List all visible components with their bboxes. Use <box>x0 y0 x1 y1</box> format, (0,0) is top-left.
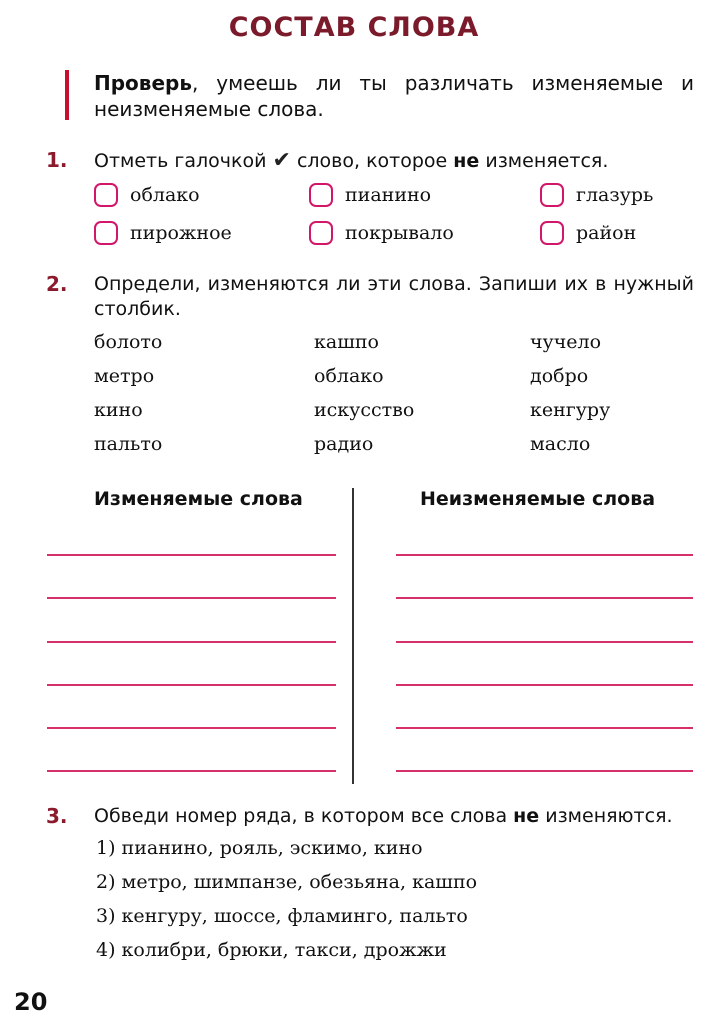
writing-line-right[interactable] <box>396 684 693 686</box>
task2-text: Определи, изменяются ли эти слова. Запиши их в нужный столбик. <box>94 273 694 320</box>
page-title: СОСТАВ СЛОВА <box>228 12 480 43</box>
option-pirozhnoe[interactable] <box>94 221 232 245</box>
writing-line-right[interactable] <box>396 641 693 643</box>
answer-row-3[interactable]: 3) кенгуру, шоссе, фламинго, пальто <box>96 905 468 927</box>
checkbox-icon[interactable] <box>309 221 333 245</box>
word-item: кенгуру <box>530 399 611 421</box>
task3-text-before: Обведи номер ряда, в котором все слова <box>94 805 508 827</box>
task3-bold: не <box>513 805 540 827</box>
task3-text <box>94 804 694 829</box>
word-item: облако <box>314 365 384 387</box>
option-label: пирожное <box>130 222 232 244</box>
word-item: радио <box>314 433 374 455</box>
writing-line-right[interactable] <box>396 770 693 772</box>
writing-line-left[interactable] <box>47 641 336 643</box>
option-pokryvalo[interactable] <box>309 221 454 245</box>
task3-text-after: изменяются. <box>545 805 673 827</box>
task3-number: 3. <box>46 804 68 828</box>
answer-row-1[interactable]: 1) пианино, рояль, эскимо, кино <box>96 837 423 859</box>
intro-accent-bar <box>65 70 69 120</box>
task1-text-before: Отметь галочкой <box>94 150 267 172</box>
option-rayon[interactable] <box>540 221 636 245</box>
answer-row-2[interactable]: 2) метро, шимпанзе, обезьяна, кашпо <box>96 871 478 893</box>
column-heading-changeable: Изменяемые слова <box>94 488 303 510</box>
word-item: чучело <box>530 331 602 353</box>
intro-rest: , умеешь ли ты различать изменяемые и неизменяемые слова. <box>94 71 694 121</box>
task1-number: 1. <box>46 148 68 172</box>
option-label: глазурь <box>576 184 654 206</box>
option-label: пианино <box>345 184 432 206</box>
checkbox-icon[interactable] <box>540 183 564 207</box>
task1-text-middle: слово, которое <box>296 150 448 172</box>
option-label: покрывало <box>345 222 454 244</box>
checkmark-icon: ✔ <box>272 148 291 173</box>
intro-text <box>94 70 694 122</box>
word-item: болото <box>94 331 163 353</box>
writing-line-left[interactable] <box>47 597 336 599</box>
option-pianino[interactable] <box>309 183 431 207</box>
writing-line-right[interactable] <box>396 554 693 556</box>
writing-line-left[interactable] <box>47 554 336 556</box>
writing-line-left[interactable] <box>47 684 336 686</box>
word-item: кино <box>94 399 143 421</box>
page-number: 20 <box>14 988 48 1016</box>
option-label: облако <box>130 184 200 206</box>
option-glazur[interactable] <box>540 183 653 207</box>
task2-number: 2. <box>46 272 68 296</box>
answer-row-4[interactable]: 4) колибри, брюки, такси, дрожжи <box>96 939 447 961</box>
column-divider <box>352 488 354 784</box>
writing-line-right[interactable] <box>396 727 693 729</box>
writing-line-left[interactable] <box>47 727 336 729</box>
checkbox-icon[interactable] <box>540 221 564 245</box>
option-oblako[interactable] <box>94 183 200 207</box>
word-item: добро <box>530 365 589 387</box>
option-label: район <box>576 222 637 244</box>
task1-bold: не <box>453 150 480 172</box>
task1-text-after: изменяется. <box>485 150 609 172</box>
checkbox-icon[interactable] <box>94 183 118 207</box>
checkbox-icon[interactable] <box>94 221 118 245</box>
word-item: пальто <box>94 433 163 455</box>
writing-line-left[interactable] <box>47 770 336 772</box>
task1-text <box>94 148 694 174</box>
intro-bold: Проверь <box>94 71 192 95</box>
word-item: искусство <box>314 399 415 421</box>
column-heading-unchangeable: Неизменяемые слова <box>420 488 656 510</box>
checkbox-icon[interactable] <box>309 183 333 207</box>
word-item: кашпо <box>314 331 379 353</box>
word-item: масло <box>530 433 591 455</box>
writing-line-right[interactable] <box>396 597 693 599</box>
word-item: метро <box>94 365 155 387</box>
